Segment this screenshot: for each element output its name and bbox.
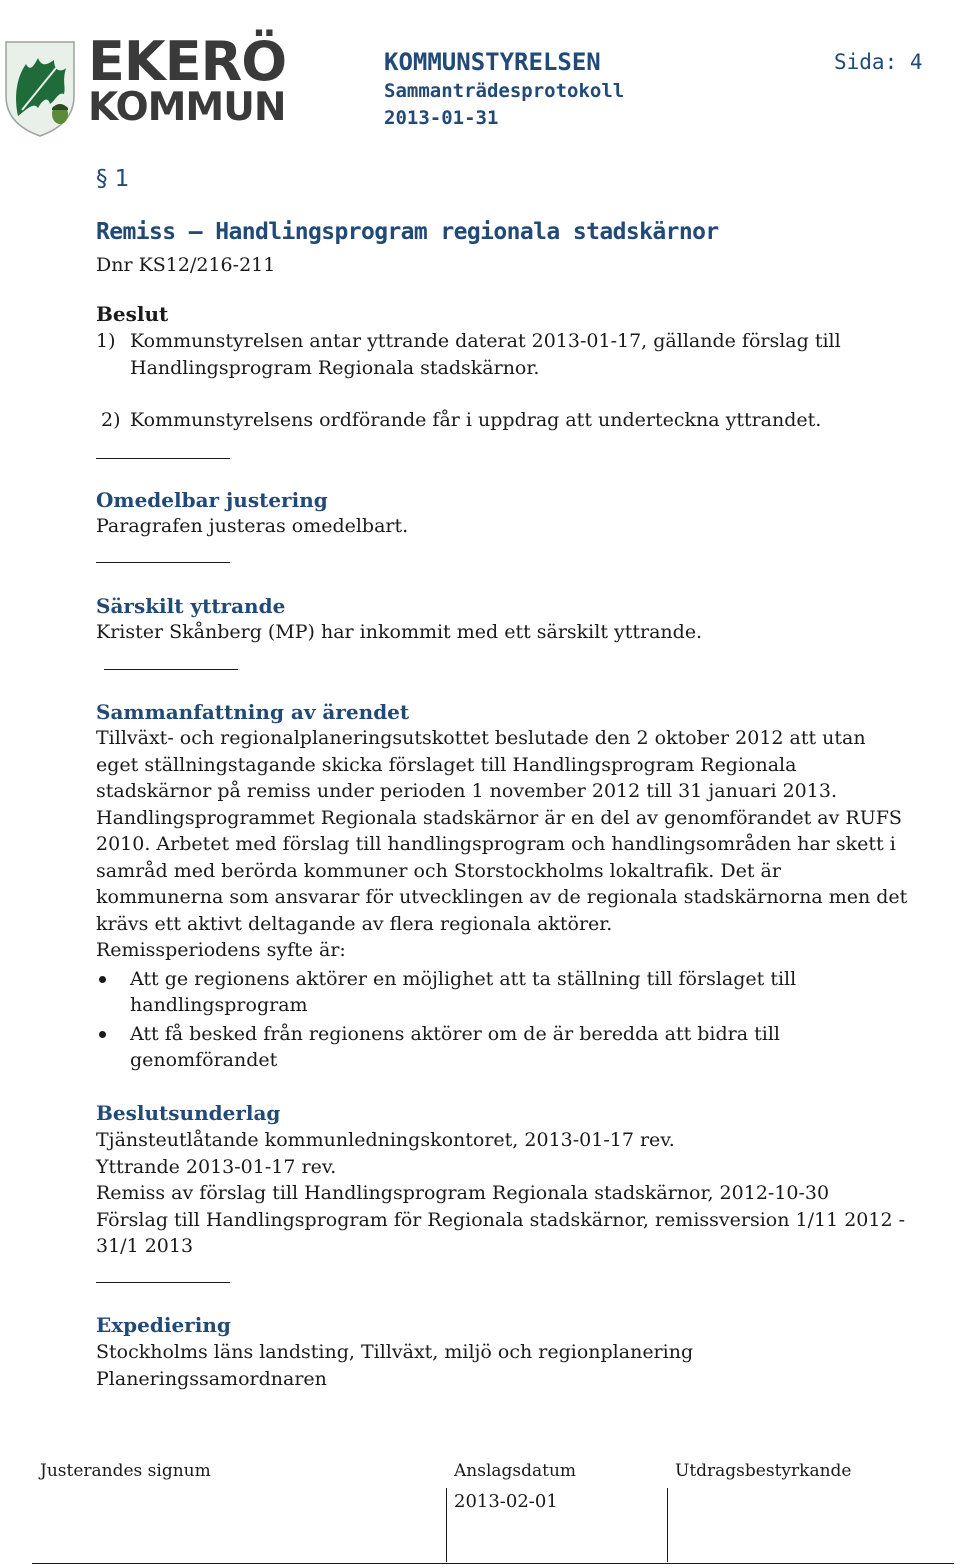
- sammanfattning-line: Remissperiodens syfte är:: [96, 939, 346, 961]
- sarskilt-heading: Särskilt yttrande: [96, 594, 286, 618]
- organ-title: KOMMUNSTYRELSEN: [384, 48, 601, 76]
- sammanfattning-line: 2010. Arbetet med förslag till handlingsprogram och handlingsområden har skett i: [96, 833, 896, 855]
- sammanfattning-body: [96, 725, 956, 1074]
- sammanfattning-line: eget ställningstagande skicka förslaget till Handlingsprogram Regionala: [96, 753, 797, 776]
- underlag-line: Tjänsteutlåtande kommunledningskontoret, 2013-01-17 rev.: [96, 1129, 675, 1151]
- utdragsbestyrkande-label: Utdragsbestyrkande: [675, 1461, 852, 1481]
- expediering-list: [96, 1339, 693, 1392]
- beslut-item-2-line1: Kommunstyrelsens ordförande får i uppdrag att underteckna yttrandet.: [130, 409, 822, 431]
- list-item-line: Att ge regionens aktörer en möjlighet att ta ställning till förslaget till: [130, 967, 797, 990]
- expediering-heading: Expediering: [96, 1313, 231, 1337]
- footer-divider: [446, 1488, 447, 1562]
- sammanfattning-line: stadskärnor på remiss under perioden 1 november 2012 till 31 januari 2013.: [96, 780, 837, 802]
- underlag-line: Yttrande 2013-01-17 rev.: [96, 1155, 337, 1178]
- underlag-line: 31/1 2013: [96, 1235, 194, 1257]
- underlag-line: Remiss av förslag till Handlingsprogram Regionala stadskärnor, 2012-10-30: [96, 1182, 830, 1204]
- sammanfattning-heading: Sammanfattning av ärendet: [96, 700, 410, 724]
- logo-wordmark-ekero: EKERÖ: [88, 30, 287, 93]
- divider: [104, 669, 238, 670]
- divider: [96, 1282, 230, 1283]
- list-item: [96, 966, 956, 1019]
- document-type: Sammanträdesprotokoll: [384, 80, 625, 102]
- list-item: [96, 1021, 956, 1074]
- expediering-line: Planeringssamordnaren: [96, 1367, 327, 1390]
- expediering-line: Stockholms läns landsting, Tillväxt, miljö och regionplanering: [96, 1341, 694, 1363]
- sammanfattning-line: krävs ett aktivt deltagande av flera regionala aktörer.: [96, 912, 613, 935]
- sammanfattning-line: Tillväxt- och regionalplaneringsutskottet beslutade den 2 oktober 2012 att utan: [96, 727, 866, 749]
- footer-divider: [667, 1488, 668, 1562]
- divider: [96, 562, 230, 563]
- sammanfattning-line: Handlingsprogrammet Regionala stadskärnor är en del av genomförandet av RUFS: [96, 806, 902, 829]
- paragraph-title: Remiss – Handlingsprogram regionala stadskärnor: [96, 219, 719, 245]
- justering-heading: Omedelbar justering: [96, 488, 328, 512]
- anslagsdatum-label: Anslagsdatum: [454, 1461, 577, 1481]
- divider: [96, 458, 230, 459]
- underlag-heading: Beslutsunderlag: [96, 1101, 281, 1125]
- underlag-line: Förslag till Handlingsprogram för Regionala stadskärnor, remissversion 1/11 2012 -: [96, 1208, 906, 1231]
- meeting-date: 2013-01-31: [384, 107, 499, 129]
- list-item-line: Att få besked från regionens aktörer om de är beredda att bidra till: [130, 1022, 780, 1045]
- sarskilt-text: Krister Skånberg (MP) har inkommit med ett särskilt yttrande.: [96, 621, 703, 643]
- oak-leaf-icon: [0, 38, 90, 138]
- list-item-line: handlingsprogram: [130, 994, 308, 1016]
- beslut-item-1-num: 1): [96, 330, 116, 352]
- dnr: Dnr KS12/216-211: [96, 254, 276, 276]
- beslut-item-2-num: 2): [101, 409, 121, 431]
- beslut-item-1-line1: Kommunstyrelsen antar yttrande daterat 2013-01-17, gällande förslag till: [130, 330, 841, 352]
- underlag-list: [96, 1127, 956, 1260]
- page-number: Sida: 4: [834, 50, 923, 74]
- beslut-item-1-line2: Handlingsprogram Regionala stadskärnor.: [130, 356, 540, 379]
- beslut-item-2: [101, 407, 921, 434]
- footer-baseline: [32, 1563, 954, 1564]
- logo-wordmark-kommun: KOMMUN: [88, 85, 286, 130]
- list-item-line: genomförandet: [130, 1049, 278, 1071]
- syfte-list: [96, 966, 956, 1074]
- anslagsdatum-value: 2013-02-01: [454, 1491, 558, 1512]
- paragraph-number: § 1: [96, 166, 130, 192]
- sammanfattning-line: kommunerna som ansvarar för utvecklingen av de regionala stadskärnorna men det: [96, 886, 908, 908]
- justerandes-signum-label: Justerandes signum: [40, 1461, 211, 1481]
- beslut-heading: Beslut: [96, 302, 169, 326]
- beslut-item-1: [96, 328, 916, 381]
- justering-text: Paragrafen justeras omedelbart.: [96, 515, 409, 537]
- sammanfattning-line: samråd med berörda kommuner och Storstockholms lokaltrafik. Det är: [96, 859, 781, 882]
